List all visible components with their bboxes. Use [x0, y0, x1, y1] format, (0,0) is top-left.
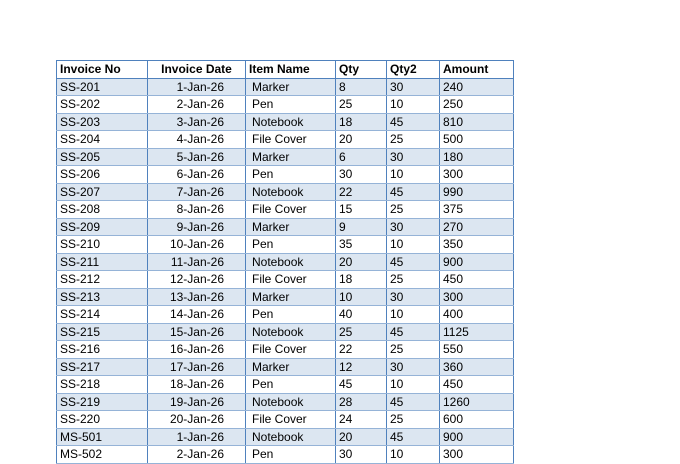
invoice-no-cell[interactable]: SS-214	[57, 306, 148, 324]
amount-cell[interactable]: 1260	[440, 393, 514, 411]
table-row	[57, 376, 514, 394]
qty2-cell[interactable]: 10	[387, 306, 440, 324]
amount-cell[interactable]: 375	[440, 201, 514, 219]
invoice-no-cell[interactable]: SS-209	[57, 218, 148, 236]
item-name-cell[interactable]: Marker	[246, 148, 336, 166]
qty-cell[interactable]: 12	[336, 358, 387, 376]
invoice-date-cell[interactable]: 7-Jan-26	[148, 183, 246, 201]
qty2-cell[interactable]: 45	[387, 428, 440, 446]
item-name-cell[interactable]: File Cover	[246, 411, 336, 429]
table-row	[57, 201, 514, 219]
qty-cell[interactable]: 20	[336, 428, 387, 446]
amount-cell[interactable]: 600	[440, 411, 514, 429]
invoice-date-cell[interactable]: 5-Jan-26	[148, 148, 246, 166]
item-name-cell[interactable]: Notebook	[246, 393, 336, 411]
qty-cell[interactable]: 20	[336, 253, 387, 271]
qty-cell[interactable]: 10	[336, 288, 387, 306]
qty-cell[interactable]: 22	[336, 341, 387, 359]
invoice-table	[56, 60, 514, 464]
amount-cell[interactable]: 360	[440, 358, 514, 376]
invoice-date-cell[interactable]: 9-Jan-26	[148, 218, 246, 236]
amount-cell[interactable]: 250	[440, 96, 514, 114]
amount-cell[interactable]: 270	[440, 218, 514, 236]
qty2-cell[interactable]: 30	[387, 358, 440, 376]
table-row	[57, 148, 514, 166]
qty-cell[interactable]: 24	[336, 411, 387, 429]
table-row	[57, 411, 514, 429]
amount-cell[interactable]: 550	[440, 341, 514, 359]
qty-cell[interactable]: 28	[336, 393, 387, 411]
table-body	[57, 78, 514, 463]
item-name-cell[interactable]: Notebook	[246, 113, 336, 131]
invoice-no-cell[interactable]: SS-205	[57, 148, 148, 166]
item-name-cell[interactable]: Notebook	[246, 323, 336, 341]
invoice-no-cell[interactable]: SS-213	[57, 288, 148, 306]
qty2-cell[interactable]: 45	[387, 113, 440, 131]
amount-cell[interactable]: 400	[440, 306, 514, 324]
amount-cell[interactable]: 300	[440, 446, 514, 464]
amount-cell[interactable]: 450	[440, 376, 514, 394]
amount-cell[interactable]: 240	[440, 78, 514, 96]
qty2-cell[interactable]: 25	[387, 341, 440, 359]
qty-cell[interactable]: 30	[336, 166, 387, 184]
item-name-cell[interactable]: Pen	[246, 236, 336, 254]
header-qty[interactable]: Qty	[336, 61, 387, 79]
table-row	[57, 428, 514, 446]
invoice-date-cell[interactable]: 18-Jan-26	[148, 376, 246, 394]
invoice-date-cell[interactable]: 12-Jan-26	[148, 271, 246, 289]
table-row	[57, 183, 514, 201]
qty-cell[interactable]: 30	[336, 446, 387, 464]
table-row	[57, 271, 514, 289]
header-invoice-date[interactable]: Invoice Date	[148, 61, 246, 79]
invoice-no-cell[interactable]: SS-203	[57, 113, 148, 131]
qty-cell[interactable]: 45	[336, 376, 387, 394]
item-name-cell[interactable]: Notebook	[246, 428, 336, 446]
qty-cell[interactable]: 35	[336, 236, 387, 254]
item-name-cell[interactable]: File Cover	[246, 131, 336, 149]
qty2-cell[interactable]: 45	[387, 323, 440, 341]
qty-cell[interactable]: 25	[336, 96, 387, 114]
invoice-no-cell[interactable]: SS-206	[57, 166, 148, 184]
item-name-cell[interactable]: Pen	[246, 166, 336, 184]
qty-cell[interactable]: 25	[336, 323, 387, 341]
table-row	[57, 393, 514, 411]
item-name-cell[interactable]: Pen	[246, 306, 336, 324]
invoice-date-cell[interactable]: 3-Jan-26	[148, 113, 246, 131]
amount-cell[interactable]: 900	[440, 428, 514, 446]
invoice-no-cell[interactable]: SS-217	[57, 358, 148, 376]
item-name-cell[interactable]: Pen	[246, 446, 336, 464]
item-name-cell[interactable]: File Cover	[246, 201, 336, 219]
qty2-cell[interactable]: 10	[387, 236, 440, 254]
table-row	[57, 358, 514, 376]
table-row	[57, 341, 514, 359]
invoice-date-cell[interactable]: 2-Jan-26	[148, 96, 246, 114]
header-qty2[interactable]: Qty2	[387, 61, 440, 79]
header-invoice-no[interactable]: Invoice No	[57, 61, 148, 79]
table-row	[57, 253, 514, 271]
qty2-cell[interactable]: 30	[387, 218, 440, 236]
qty-cell[interactable]: 18	[336, 113, 387, 131]
table-row	[57, 288, 514, 306]
amount-cell[interactable]: 300	[440, 166, 514, 184]
qty-cell[interactable]: 6	[336, 148, 387, 166]
invoice-date-cell[interactable]: 4-Jan-26	[148, 131, 246, 149]
table-row	[57, 218, 514, 236]
table-row	[57, 96, 514, 114]
amount-cell[interactable]: 450	[440, 271, 514, 289]
invoice-no-cell[interactable]: SS-202	[57, 96, 148, 114]
item-name-cell[interactable]: Marker	[246, 358, 336, 376]
amount-cell[interactable]: 990	[440, 183, 514, 201]
invoice-no-cell[interactable]: SS-211	[57, 253, 148, 271]
invoice-date-cell[interactable]: 13-Jan-26	[148, 288, 246, 306]
amount-cell[interactable]: 810	[440, 113, 514, 131]
table-row	[57, 78, 514, 96]
invoice-date-cell[interactable]: 2-Jan-26	[148, 446, 246, 464]
qty2-cell[interactable]: 30	[387, 288, 440, 306]
item-name-cell[interactable]: File Cover	[246, 341, 336, 359]
qty2-cell[interactable]: 25	[387, 411, 440, 429]
invoice-date-cell[interactable]: 16-Jan-26	[148, 341, 246, 359]
qty2-cell[interactable]: 10	[387, 376, 440, 394]
qty2-cell[interactable]: 25	[387, 201, 440, 219]
invoice-no-cell[interactable]: SS-201	[57, 78, 148, 96]
invoice-no-cell[interactable]: MS-501	[57, 428, 148, 446]
table-row	[57, 446, 514, 464]
table-row	[57, 323, 514, 341]
invoice-no-cell[interactable]: SS-219	[57, 393, 148, 411]
qty2-cell[interactable]: 30	[387, 148, 440, 166]
item-name-cell[interactable]: File Cover	[246, 271, 336, 289]
invoice-no-cell[interactable]: SS-204	[57, 131, 148, 149]
item-name-cell[interactable]: Marker	[246, 218, 336, 236]
invoice-date-cell[interactable]: 6-Jan-26	[148, 166, 246, 184]
item-name-cell[interactable]: Pen	[246, 376, 336, 394]
invoice-date-cell[interactable]: 11-Jan-26	[148, 253, 246, 271]
amount-cell[interactable]: 300	[440, 288, 514, 306]
qty2-cell[interactable]: 30	[387, 78, 440, 96]
amount-cell[interactable]: 900	[440, 253, 514, 271]
amount-cell[interactable]: 1125	[440, 323, 514, 341]
qty-cell[interactable]: 22	[336, 183, 387, 201]
invoice-no-cell[interactable]: SS-220	[57, 411, 148, 429]
qty2-cell[interactable]: 10	[387, 446, 440, 464]
invoice-date-cell[interactable]: 8-Jan-26	[148, 201, 246, 219]
invoice-date-cell[interactable]: 15-Jan-26	[148, 323, 246, 341]
table-row	[57, 306, 514, 324]
item-name-cell[interactable]: Pen	[246, 96, 336, 114]
qty-cell[interactable]: 9	[336, 218, 387, 236]
table-row	[57, 131, 514, 149]
amount-cell[interactable]: 180	[440, 148, 514, 166]
item-name-cell[interactable]: Notebook	[246, 253, 336, 271]
invoice-date-cell[interactable]: 19-Jan-26	[148, 393, 246, 411]
invoice-date-cell[interactable]: 14-Jan-26	[148, 306, 246, 324]
invoice-no-cell[interactable]: SS-218	[57, 376, 148, 394]
qty2-cell[interactable]: 25	[387, 131, 440, 149]
invoice-date-cell[interactable]: 20-Jan-26	[148, 411, 246, 429]
item-name-cell[interactable]: Notebook	[246, 183, 336, 201]
table-row	[57, 113, 514, 131]
invoice-date-cell[interactable]: 17-Jan-26	[148, 358, 246, 376]
qty2-cell[interactable]: 45	[387, 253, 440, 271]
qty2-cell[interactable]: 45	[387, 183, 440, 201]
invoice-date-cell[interactable]: 10-Jan-26	[148, 236, 246, 254]
invoice-no-cell[interactable]: SS-208	[57, 201, 148, 219]
header-item-name[interactable]: Item Name	[246, 61, 336, 79]
table-row	[57, 166, 514, 184]
item-name-cell[interactable]: Marker	[246, 78, 336, 96]
invoice-table-container	[56, 60, 514, 464]
qty-cell[interactable]: 18	[336, 271, 387, 289]
qty-cell[interactable]: 20	[336, 131, 387, 149]
invoice-no-cell[interactable]: MS-502	[57, 446, 148, 464]
header-amount[interactable]: Amount	[440, 61, 514, 79]
invoice-no-cell[interactable]: SS-212	[57, 271, 148, 289]
qty2-cell[interactable]: 25	[387, 271, 440, 289]
amount-cell[interactable]: 500	[440, 131, 514, 149]
invoice-date-cell[interactable]: 1-Jan-26	[148, 78, 246, 96]
qty2-cell[interactable]: 10	[387, 166, 440, 184]
invoice-date-cell[interactable]: 1-Jan-26	[148, 428, 246, 446]
invoice-no-cell[interactable]: SS-207	[57, 183, 148, 201]
qty2-cell[interactable]: 10	[387, 96, 440, 114]
amount-cell[interactable]: 350	[440, 236, 514, 254]
qty-cell[interactable]: 40	[336, 306, 387, 324]
qty-cell[interactable]: 15	[336, 201, 387, 219]
invoice-no-cell[interactable]: SS-216	[57, 341, 148, 359]
table-header-row	[57, 61, 514, 79]
invoice-no-cell[interactable]: SS-210	[57, 236, 148, 254]
qty-cell[interactable]: 8	[336, 78, 387, 96]
qty2-cell[interactable]: 45	[387, 393, 440, 411]
item-name-cell[interactable]: Marker	[246, 288, 336, 306]
invoice-no-cell[interactable]: SS-215	[57, 323, 148, 341]
table-row	[57, 236, 514, 254]
